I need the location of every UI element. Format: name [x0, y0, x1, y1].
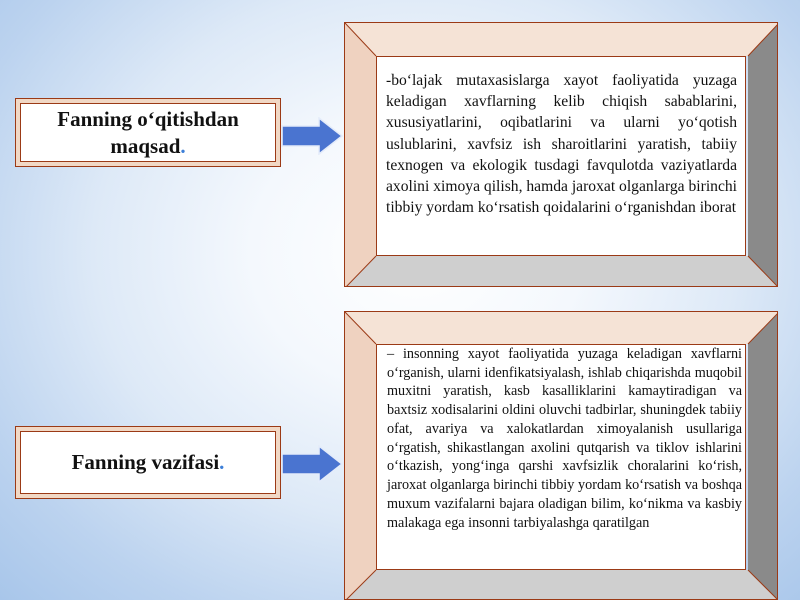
task-description-frame [344, 311, 778, 600]
goal-label [20, 103, 276, 162]
goal-description-frame [344, 22, 778, 287]
task-description [376, 344, 746, 570]
right-arrow-icon [281, 445, 343, 483]
goal-label-text: Fanning o‘qitishdan maqsad [57, 107, 239, 158]
task-label [20, 431, 276, 494]
task-label-box [15, 426, 281, 499]
goal-description [376, 56, 746, 256]
task-label-text: Fanning vazifasi [71, 450, 220, 475]
goal-description-text: -bo‘lajak mutaxasislarga xayot faoliyatida yuzaga keladigan xavflarning kelib chiqish sabablarini, xususiyatlarini, oqibatlarini va ularni yo‘qotish uslublarini, xavfsiz ish sharoitlarini yaratish, tabiiy texnogen va ekologik tusdagi favqulotda vaziyatlarda axolini ximoya qilish, hamda jaroxat olganlarga birinchi tibbiy yordam ko‘rsatish qoidalarini o‘rganishdan iborat [386, 72, 737, 217]
goal-label-box [15, 98, 281, 167]
task-description-text: – insonning xayot faoliyatida yuzaga keladigan xavflarni o‘rganish, ularni idenfikatsiyalash, ishlab chiqarishda muqobil muxitni yaratish, kasb kasalliklarini kamaytiradigan va baxtsiz xodisalarini oldini oluvchi tadbirlar, shuningdek tabiiy ofat, avariya va xalokatlardan ximoyalanish usullariga o‘rgatish, shikastlangan axolini qutqarish va tiklov ishlarini o‘tkazish, yong‘inga qarshi xavfsizlik choralarini ko‘rish, jaroxat olganlarga birinchi tibbiy yordam ko‘rsatish va boshqa muxum vazifalarni bajara oladigan bilim, ko‘nikma va kasbiy malakaga ega insonni tarbiyalashga qaratilgan [387, 346, 742, 531]
goal-label-dot: . [180, 133, 186, 158]
task-label-dot: . [219, 450, 225, 475]
right-arrow-icon [281, 117, 343, 155]
